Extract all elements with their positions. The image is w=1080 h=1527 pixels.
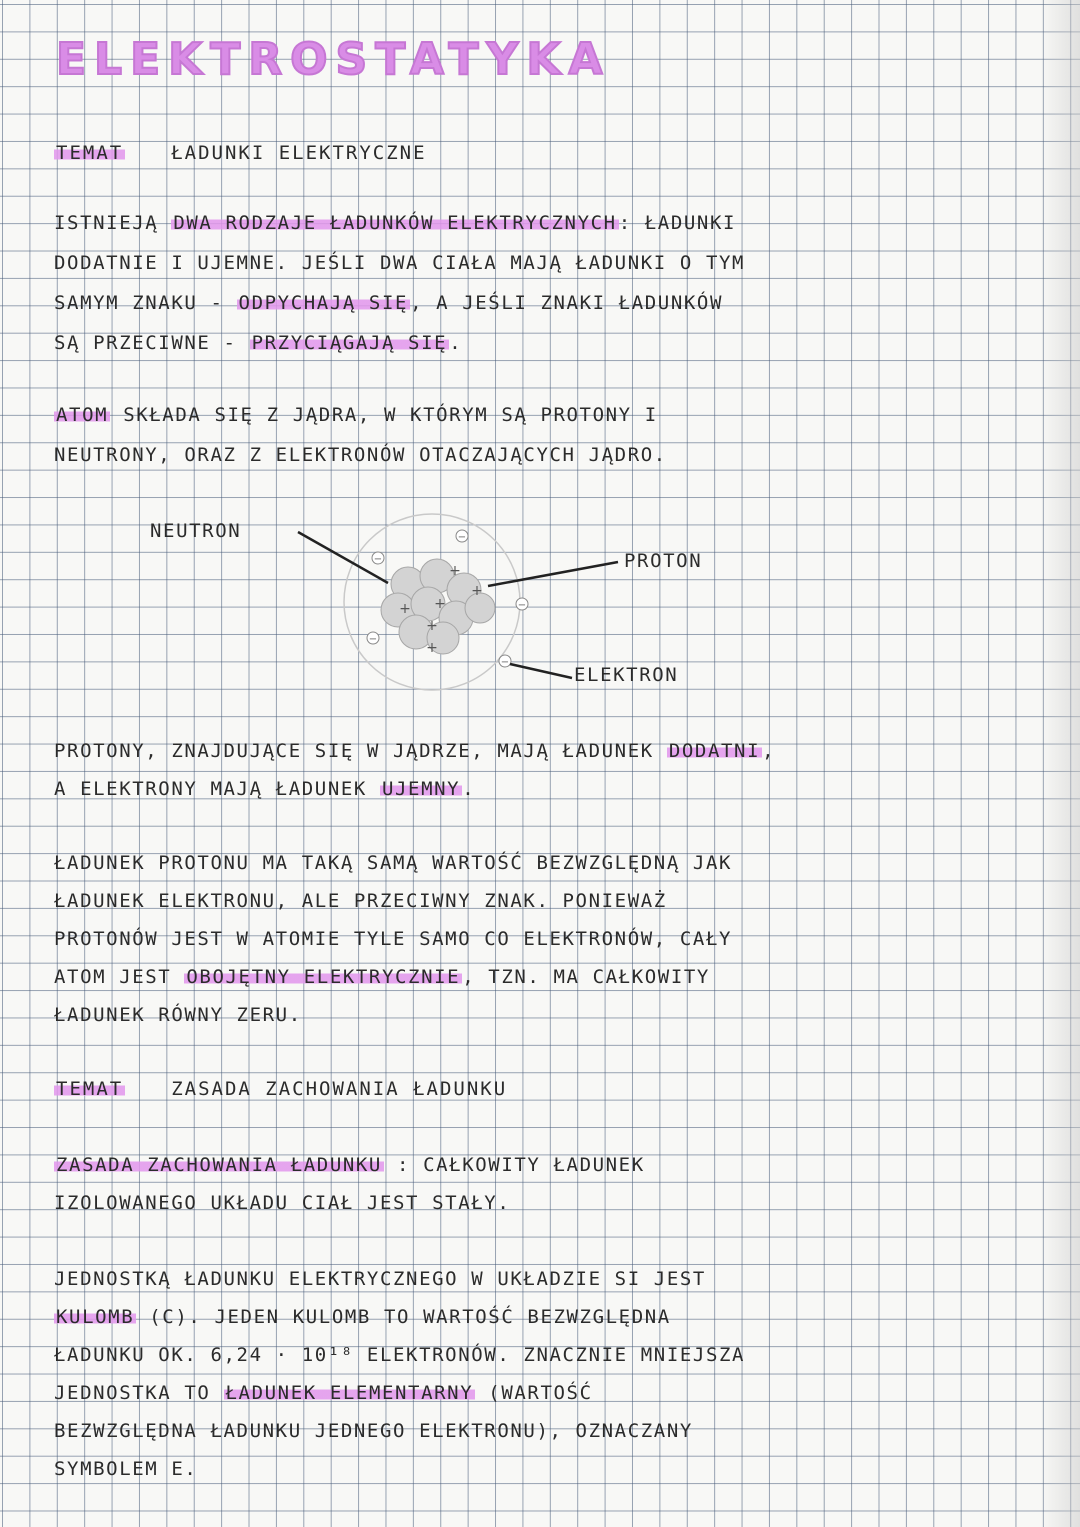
p3-l2-text: A ELEKTRONY MAJĄ ŁADUNEK — [54, 778, 380, 800]
p4-line-3: PROTONÓW JEST W ATOMIE TYLE SAMO CO ELEKTRONÓW, CAŁY — [54, 928, 733, 950]
p6-line-1: JEDNOSTKĄ ŁADUNKU ELEKTRYCZNEGO W UKŁADZIE SI JEST — [54, 1268, 706, 1290]
svg-text:+: + — [426, 640, 438, 656]
topic-1-heading — [54, 140, 427, 166]
p1-line-1 — [54, 210, 736, 236]
svg-text:+: + — [471, 583, 483, 599]
p5-line-2: IZOLOWANEGO UKŁADU CIAŁ JEST STAŁY. — [54, 1192, 511, 1214]
svg-text:+: + — [434, 596, 446, 612]
p1-line-2: DODATNIE I UJEMNE. JEŚLI DWA CIAŁA MAJĄ ŁADUNKI O TYM — [54, 252, 746, 274]
p6-l2-highlight: KULOMB — [56, 1306, 135, 1328]
p2-line-2: NEUTRONY, ORAZ Z ELEKTRONÓW OTACZAJĄCYCH JĄDRO. — [54, 444, 667, 466]
p5-line-1 — [54, 1152, 645, 1178]
p6-line-2 — [54, 1304, 671, 1330]
p4-l4-text: ATOM JEST — [54, 966, 185, 988]
topic-2-name: ZASADA ZACHOWANIA ŁADUNKU — [171, 1078, 508, 1100]
p1-l4-highlight: PRZYCIĄGAJĄ SIĘ — [251, 332, 448, 354]
p4-l4-tail: , TZN. MA CAŁKOWITY — [462, 966, 710, 988]
p1-l1-highlight: DWA RODZAJE ŁADUNKÓW ELEKTRYCZNYCH — [173, 212, 617, 234]
p3-line-1 — [54, 738, 775, 764]
p3-l1-tail: , — [762, 740, 776, 762]
p1-l1-text: ISTNIEJĄ — [54, 212, 172, 234]
p6-line-4 — [54, 1380, 593, 1406]
p4-line-1: ŁADUNEK PROTONU MA TAKĄ SAMĄ WARTOŚĆ BEZWZGLĘDNĄ JAK — [54, 852, 733, 874]
page-edge-shadow — [1040, 0, 1080, 1527]
p6-l2-text: (C). JEDEN KULOMB TO WARTOŚĆ BEZWZGLĘDNA — [136, 1306, 671, 1328]
p1-l4-tail: . — [449, 332, 463, 354]
topic-2-prefix: TEMAT — [56, 1078, 124, 1100]
p2-line-1 — [54, 402, 658, 428]
p2-l1-highlight: ATOM — [56, 404, 109, 426]
proton-pointer — [488, 562, 618, 586]
svg-text:−: − — [368, 634, 378, 645]
proton-label: PROTON — [624, 550, 703, 572]
svg-text:−: − — [373, 554, 383, 565]
p6-l4-tail: (WARTOŚĆ — [475, 1382, 593, 1404]
p6-line-3: ŁADUNKU OK. 6,24 · 10¹⁸ ELEKTRONÓW. ZNACZNIE MNIEJSZA — [54, 1344, 746, 1366]
p4-line-2: ŁADUNEK ELEKTRONU, ALE PRZECIWNY ZNAK. PONIEWAŻ — [54, 890, 667, 912]
p3-l1-highlight: DODATNI — [668, 740, 761, 762]
svg-text:+: + — [426, 618, 438, 634]
topic-1-name: ŁADUNKI ELEKTRYCZNE — [171, 142, 427, 164]
p4-l4-highlight: OBOJĘTNY ELEKTRYCZNIE — [186, 966, 461, 988]
p3-l2-highlight: UJEMNY — [381, 778, 461, 800]
topic-2-heading — [54, 1076, 507, 1102]
p3-l2-tail: . — [462, 778, 476, 800]
svg-text:+: + — [399, 601, 411, 617]
electron-pointer — [510, 664, 572, 678]
p1-l3-highlight: ODPYCHAJĄ SIĘ — [238, 292, 409, 314]
p1-l3-text: SAMYM ZNAKU - — [54, 292, 237, 314]
p1-l1-tail: : ŁADUNKI — [618, 212, 737, 234]
p3-line-2 — [54, 776, 475, 802]
p6-l4-text: JEDNOSTKA TO — [54, 1382, 224, 1404]
svg-text:+: + — [449, 563, 461, 579]
p1-l4-text: SĄ PRZECIWNE - — [54, 332, 250, 354]
p1-line-4 — [54, 330, 462, 356]
svg-text:−: − — [500, 657, 510, 668]
p4-line-4 — [54, 964, 710, 990]
p6-l4-highlight: ŁADUNEK ELEMENTARNY — [225, 1382, 474, 1404]
p5-l1-text: : CAŁKOWITY ŁADUNEK — [383, 1154, 645, 1176]
p5-l1-highlight: ZASADA ZACHOWANIA ŁADUNKU — [56, 1154, 382, 1176]
svg-text:−: − — [457, 532, 467, 543]
p2-l1-text: SKŁADA SIĘ Z JĄDRA, W KTÓRYM SĄ PROTONY I — [110, 404, 658, 426]
neutron-label: NEUTRON — [150, 520, 242, 542]
page-title: ELEKTROSTATYKA — [56, 34, 611, 85]
p6-line-5: BEZWZGLĘDNA ŁADUNKU JEDNEGO ELEKTRONU), OZNACZANY — [54, 1420, 693, 1442]
atom-diagram — [0, 500, 1080, 720]
p1-l3-tail: , A JEŚLI ZNAKI ŁADUNKÓW — [410, 292, 723, 314]
topic-1-prefix: TEMAT — [56, 142, 124, 164]
p4-line-5: ŁADUNEK RÓWNY ZERU. — [54, 1004, 302, 1026]
p1-line-3 — [54, 290, 723, 316]
p3-l1-text: PROTONY, ZNAJDUJĄCE SIĘ W JĄDRZE, MAJĄ ŁADUNEK — [54, 740, 667, 762]
electron-label: ELEKTRON — [574, 664, 679, 686]
p6-line-6: SYMBOLEM E. — [54, 1458, 198, 1480]
svg-text:−: − — [517, 600, 527, 611]
